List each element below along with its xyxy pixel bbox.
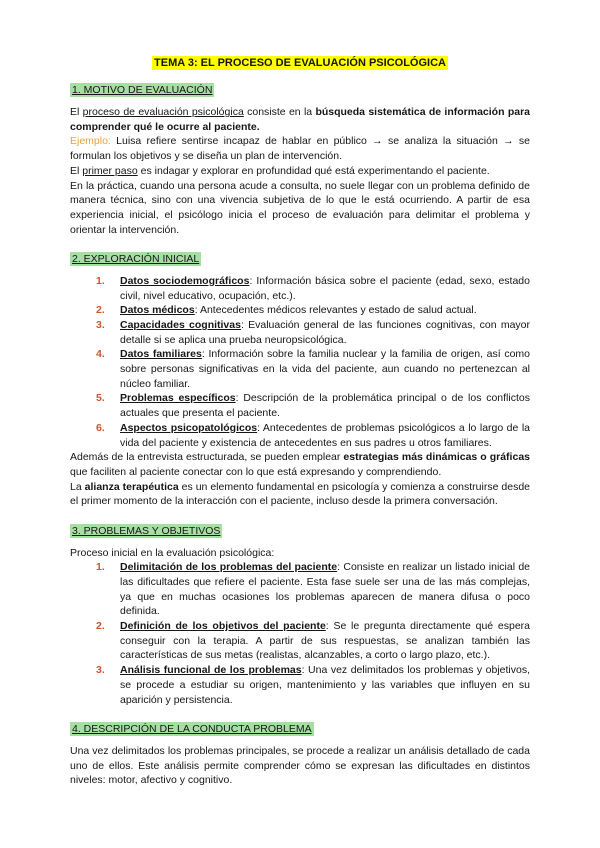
list-item-text — [120, 421, 530, 450]
list-number: 4. — [96, 348, 105, 361]
list-item-text — [120, 347, 530, 391]
s2-paragraph-2 — [70, 480, 530, 509]
section-1-heading — [70, 83, 530, 98]
list-item-text — [120, 560, 530, 619]
text-run: : Antecedentes de problemas psicológicos a lo largo de la vida del paciente y existencia de antecedentes en sus padres u otros familiares. — [120, 421, 531, 449]
text-run: : Información sobre la familia nuclear y la familia de origen, así como sobre personas significativas en la vida del paciente, aun cuando no pertenezcan al núcleo familiar. — [120, 348, 531, 390]
underline-run: proceso de evaluación psicológica — [82, 106, 244, 119]
text-run: : Antecedentes médicos relevantes y estado de salud actual. — [194, 304, 477, 317]
text-run: : Descripción de la problemática principal o de los conflictos actuales que presenta el paciente. — [120, 392, 530, 420]
list-term: Análisis funcional de los problemas — [120, 664, 302, 677]
list-number: 1. — [96, 274, 105, 287]
list-term: Datos familiares — [120, 348, 202, 361]
text-run: : Evaluación general de las funciones cognitivas, con mayor detalle si se aplica una prueba neuropsicológica. — [120, 319, 530, 346]
text-run: que faciliten al paciente conectar con lo que está expresando y comprendiendo. — [70, 465, 442, 478]
s2-paragraph-1 — [70, 450, 530, 479]
section-4-heading-text: 4. DESCRIPCIÓN DE LA CONDUCTA PROBLEMA — [72, 723, 312, 736]
bold-run: alianza terapéutica — [84, 480, 179, 493]
text-run: La — [70, 480, 85, 493]
list-item-text — [120, 663, 530, 707]
list-number: 1. — [96, 561, 105, 574]
list-number: 6. — [96, 421, 105, 434]
list-item — [70, 391, 530, 420]
s1-example-paragraph — [70, 134, 530, 163]
text-run: : Consiste en realizar un listado inicial de las dificultades que refiere el paciente. Esta fase suele ser una de las más complejas, ya que en muchas ocasiones los problemas aparecen de manera difusa o poco definida. — [120, 561, 530, 618]
list-term: Problemas específicos — [120, 392, 236, 405]
list-item — [70, 274, 530, 303]
section-3-heading — [70, 524, 530, 539]
section-3-heading-text: 3. PROBLEMAS Y OBJETIVOS — [72, 524, 221, 537]
text-run: El — [70, 106, 83, 119]
text-run: Luisa refiere sentirse incapaz de hablar en público → se analiza la situación → se formulan los objetivos y se diseña un plan de intervención. — [70, 135, 530, 163]
text-run: El — [70, 164, 83, 177]
list-term: Datos sociodemográficos — [120, 274, 250, 287]
text-run: es indagar y explorar en profundidad qué está experimentando el paciente. — [137, 164, 490, 177]
list-item — [70, 347, 530, 391]
list-item-text — [120, 274, 530, 303]
text-run: : Información básica sobre el paciente (edad, sexo, estado civil, nivel educativo, ocupación, etc.). — [120, 274, 530, 302]
s1-paragraph-1 — [70, 105, 530, 134]
list-item — [70, 663, 530, 707]
list-item-text — [120, 318, 530, 347]
text-run: : Se le pregunta directamente qué espera conseguir con la terapia. A partir de sus respuestas, se analizan también las características de sus metas (realistas, alcanzables, a corto o largo plazo, etc.). — [120, 620, 531, 662]
text-run: es un elemento fundamental en psicología y comienza a construirse desde el primer momento de la interacción con el paciente, incluso desde la primera conversación. — [70, 480, 530, 508]
section-1-heading-text: 1. MOTIVO DE EVALUACIÓN — [72, 84, 213, 97]
problems-objectives-list — [70, 560, 530, 707]
list-item — [70, 318, 530, 347]
list-number: 3. — [96, 319, 105, 332]
list-number: 2. — [96, 620, 105, 633]
list-term: Capacidades cognitivas — [120, 319, 241, 332]
underline-run: primer paso — [82, 164, 138, 177]
list-term: Aspectos psicopatológicos — [120, 421, 258, 434]
list-number: 5. — [96, 392, 105, 405]
section-2-heading — [70, 252, 530, 267]
example-label: Ejemplo: — [70, 135, 111, 148]
list-term: Delimitación de los problemas del paciente — [120, 561, 338, 574]
s1-paragraph-3 — [70, 164, 530, 179]
text-run: : Una vez delimitados los problemas y objetivos, se procede a estudiar su origen, mantenimiento y las variables que influyen en su aparición y persistencia. — [120, 664, 530, 706]
list-number: 3. — [96, 664, 105, 677]
list-item — [70, 421, 530, 450]
document-title-text: TEMA 3: EL PROCESO DE EVALUACIÓN PSICOLÓGICA — [154, 57, 446, 69]
list-item-text — [120, 619, 530, 663]
bold-run: búsqueda sistemática de información para comprender qué le ocurre al paciente. — [70, 106, 531, 133]
list-item-text — [120, 391, 530, 420]
list-item-text — [120, 303, 530, 318]
list-item — [70, 619, 530, 663]
text-run: consiste en la — [243, 106, 316, 119]
text-run: Además de la entrevista estructurada, se pueden emplear — [70, 451, 344, 464]
section-4-heading — [70, 722, 530, 737]
s1-paragraph-4: En la práctica, cuando una persona acude a consulta, no suele llegar con un problema definido de manera técnica, sino con una vivencia subjetiva de lo que le está ocurriendo. A partir de esa experiencia inicial, el psicólogo inicia el proceso de evaluación para delimitar el problema y orientar la intervención. — [70, 179, 530, 236]
list-item — [70, 303, 530, 318]
list-item — [70, 560, 530, 619]
document-title — [70, 56, 530, 71]
list-term: Definición de los objetivos del paciente — [120, 620, 326, 633]
exploration-list — [70, 274, 530, 450]
list-term: Datos médicos — [120, 304, 195, 317]
section-2-heading-text: 2. EXPLORACIÓN INICIAL — [72, 253, 200, 266]
list-number: 2. — [96, 304, 105, 317]
s3-intro: Proceso inicial en la evaluación psicológica: — [70, 546, 275, 559]
bold-run: estrategias más dinámicas o gráficas — [343, 451, 530, 464]
s4-paragraph-1: Una vez delimitados los problemas principales, se procede a realizar un análisis detallado de cada uno de ellos. Este análisis permite comprender cómo se expresan las dificultades en distintos niveles: motor, afectivo y cognitivo. — [70, 744, 530, 787]
